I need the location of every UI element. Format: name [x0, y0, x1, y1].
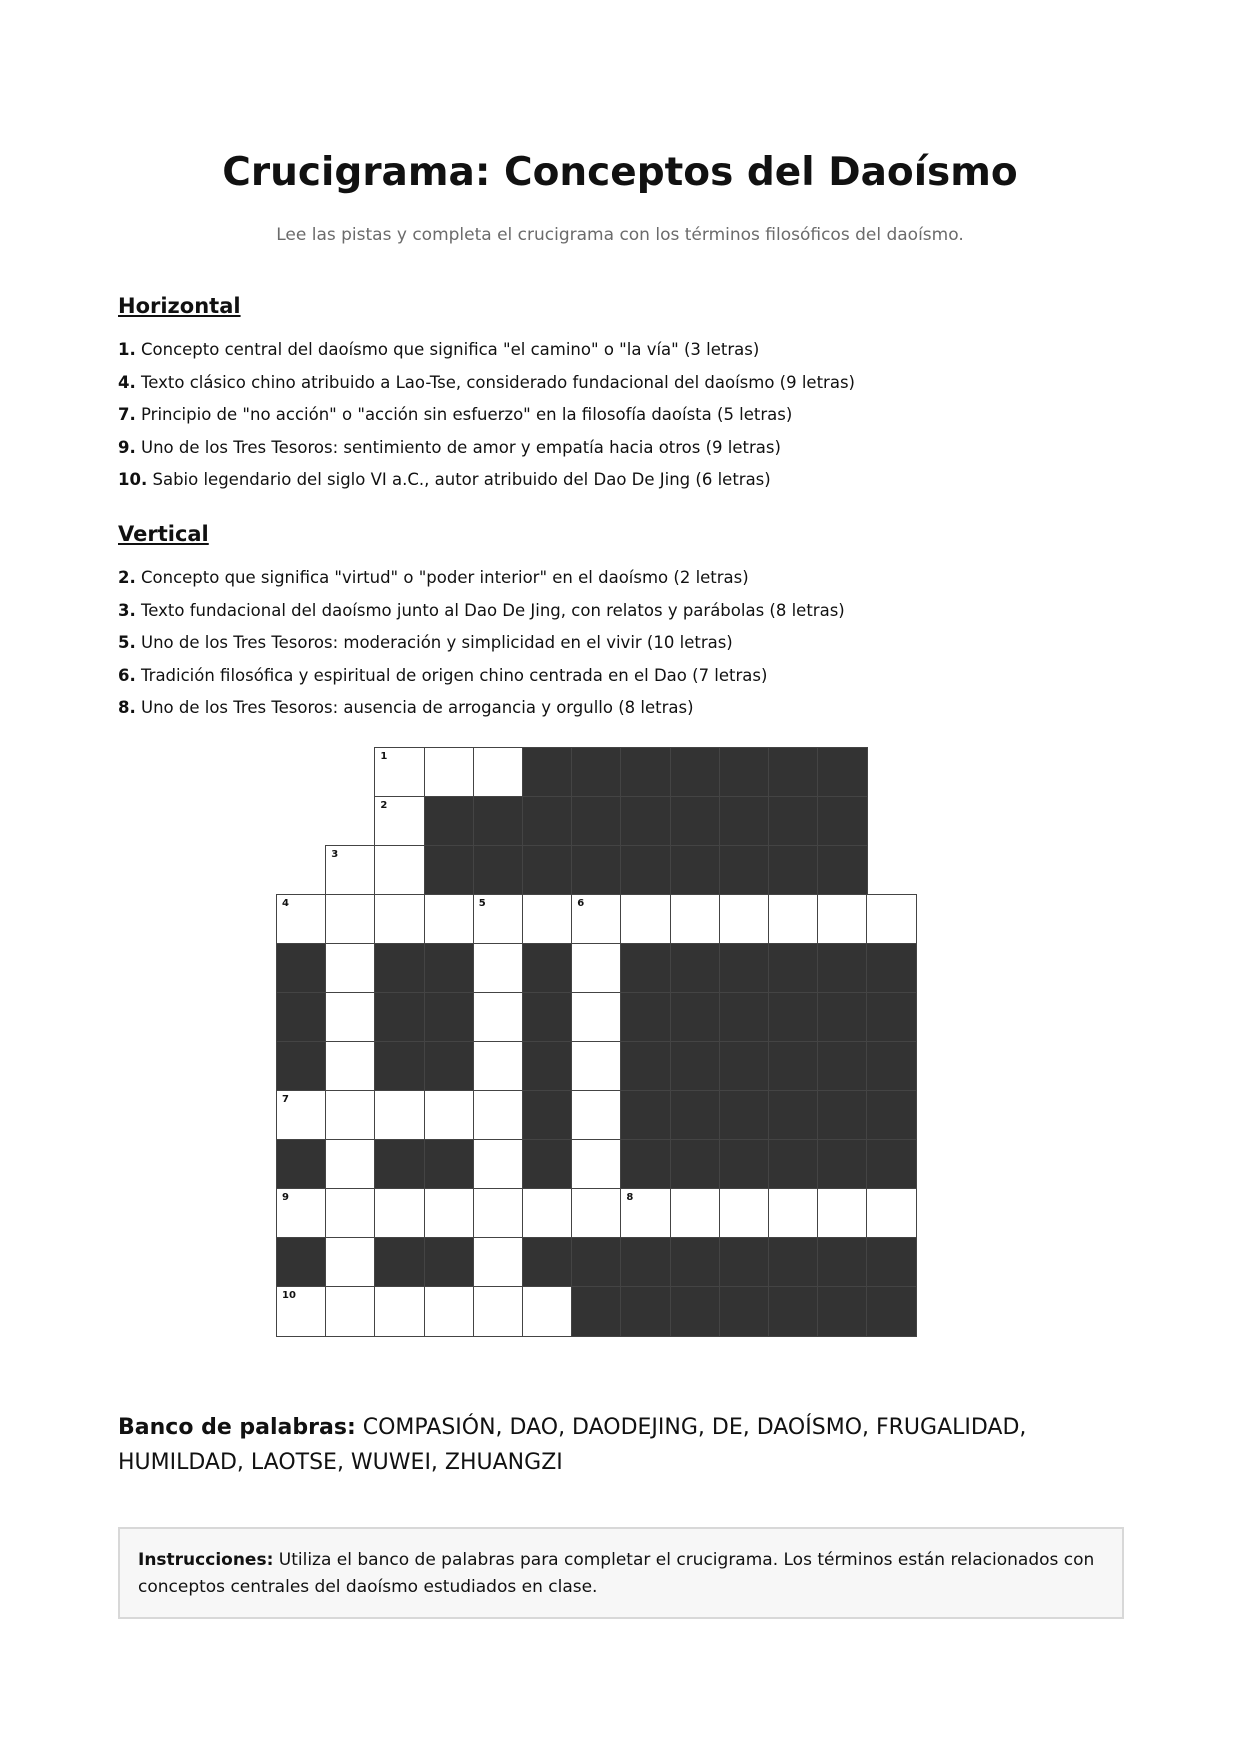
- page-subtitle: Lee las pistas y completa el crucigrama con los términos filosóficos del daoísmo.: [276, 225, 964, 245]
- grid-cell[interactable]: [571, 992, 622, 1043]
- cell-number: 6: [577, 898, 585, 909]
- grid-cell[interactable]: [325, 992, 376, 1043]
- grid-cell[interactable]: [374, 1090, 425, 1141]
- grid-cell-blocked: [620, 1237, 671, 1288]
- grid-cell[interactable]: [670, 894, 721, 945]
- grid-cell[interactable]: [374, 894, 425, 945]
- grid-cell-blocked: [424, 943, 475, 994]
- clue-number: 6.: [118, 665, 136, 685]
- grid-cell[interactable]: [571, 1041, 622, 1092]
- page-title: Crucigrama: Conceptos del Daoísmo: [222, 150, 1018, 195]
- grid-cell-blocked: [817, 747, 868, 798]
- grid-cell-blocked: [719, 943, 770, 994]
- grid-cell-blocked: [866, 1237, 917, 1288]
- grid-cell-blocked: [424, 992, 475, 1043]
- grid-cell[interactable]: [325, 1139, 376, 1190]
- grid-cell-blocked: [620, 1139, 671, 1190]
- clue-text: Texto fundacional del daoísmo junto al Dao De Jing, con relatos y parábolas (8 letras): [141, 600, 845, 620]
- cell-number: 1: [380, 751, 388, 762]
- grid-cell[interactable]: [325, 943, 376, 994]
- grid-cell-blocked: [571, 1286, 622, 1337]
- grid-cell-blocked: [719, 796, 770, 847]
- grid-cell-blocked: [620, 845, 671, 896]
- grid-cell-blocked: [522, 796, 573, 847]
- grid-cell[interactable]: [768, 1188, 819, 1239]
- grid-cell[interactable]: [374, 1188, 425, 1239]
- horizontal-heading: Horizontal: [118, 294, 241, 318]
- instructions-text: Utiliza el banco de palabras para completar el crucigrama. Los términos están relacionados con conceptos centrales del daoísmo estudiados en clase.: [138, 1550, 1095, 1597]
- cell-number: 8: [626, 1192, 634, 1203]
- grid-cell-blocked: [374, 992, 425, 1043]
- grid-cell[interactable]: [276, 1188, 327, 1239]
- grid-cell[interactable]: [325, 1237, 376, 1288]
- grid-cell[interactable]: [473, 1286, 524, 1337]
- grid-cell-blocked: [620, 796, 671, 847]
- grid-cell-blocked: [817, 796, 868, 847]
- clue-item: [118, 595, 845, 628]
- cell-number: 10: [282, 1290, 296, 1301]
- grid-cell-blocked: [719, 1139, 770, 1190]
- grid-cell[interactable]: [325, 1041, 376, 1092]
- grid-cell[interactable]: [473, 1237, 524, 1288]
- cell-number: 5: [478, 898, 486, 909]
- grid-cell[interactable]: [719, 1188, 770, 1239]
- grid-cell[interactable]: [719, 894, 770, 945]
- grid-cell-blocked: [670, 747, 721, 798]
- grid-cell-blocked: [522, 1139, 573, 1190]
- crossword-grid: [276, 747, 916, 1335]
- grid-cell-blocked: [670, 845, 721, 896]
- grid-cell[interactable]: [571, 894, 622, 945]
- grid-cell-blocked: [424, 1139, 475, 1190]
- grid-cell-blocked: [719, 845, 770, 896]
- grid-cell-blocked: [866, 1041, 917, 1092]
- grid-cell-blocked: [768, 796, 819, 847]
- grid-cell-blocked: [719, 1286, 770, 1337]
- grid-cell-blocked: [374, 1237, 425, 1288]
- grid-cell[interactable]: [817, 1188, 868, 1239]
- grid-cell-blocked: [719, 1090, 770, 1141]
- grid-cell[interactable]: [522, 894, 573, 945]
- grid-cell-blocked: [571, 845, 622, 896]
- clue-number: 9.: [118, 437, 136, 457]
- clue-number: 10.: [118, 470, 148, 489]
- grid-cell[interactable]: [325, 845, 376, 896]
- cell-number: 9: [282, 1192, 289, 1203]
- instructions-label: Instrucciones:: [138, 1550, 274, 1570]
- grid-cell-blocked: [817, 1237, 868, 1288]
- clue-text: Sabio legendario del siglo VI a.C., autor atribuido del Dao De Jing (6 letras): [152, 470, 771, 489]
- grid-cell-blocked: [276, 943, 327, 994]
- grid-cell-blocked: [817, 943, 868, 994]
- grid-cell[interactable]: [276, 894, 327, 945]
- grid-cell-blocked: [866, 1286, 917, 1337]
- clue-text: Uno de los Tres Tesoros: sentimiento de amor y empatía hacia otros (9 letras): [141, 437, 781, 457]
- clue-number: 7.: [118, 405, 136, 424]
- grid-cell[interactable]: [571, 1188, 622, 1239]
- grid-cell-blocked: [817, 1139, 868, 1190]
- grid-cell[interactable]: [571, 1139, 622, 1190]
- grid-cell-blocked: [620, 1041, 671, 1092]
- grid-cell-blocked: [670, 1139, 721, 1190]
- grid-cell-blocked: [768, 1139, 819, 1190]
- grid-cell-blocked: [768, 1041, 819, 1092]
- grid-cell-blocked: [522, 1237, 573, 1288]
- grid-cell-blocked: [670, 1237, 721, 1288]
- grid-cell-blocked: [374, 1139, 425, 1190]
- grid-cell-blocked: [276, 1237, 327, 1288]
- cell-number: 2: [380, 800, 388, 811]
- grid-cell-blocked: [620, 1286, 671, 1337]
- grid-cell-blocked: [719, 1237, 770, 1288]
- grid-cell[interactable]: [866, 1188, 917, 1239]
- grid-cell-blocked: [768, 845, 819, 896]
- cell-number: 3: [331, 849, 339, 860]
- grid-cell-blocked: [276, 992, 327, 1043]
- clue-text: Uno de los Tres Tesoros: ausencia de arrogancia y orgullo (8 letras): [141, 698, 694, 717]
- grid-cell-blocked: [374, 1041, 425, 1092]
- grid-cell-blocked: [620, 992, 671, 1043]
- grid-cell-blocked: [670, 796, 721, 847]
- grid-cell-blocked: [424, 1041, 475, 1092]
- grid-cell-blocked: [817, 992, 868, 1043]
- grid-cell[interactable]: [571, 1090, 622, 1141]
- clue-item: [118, 692, 845, 725]
- grid-cell[interactable]: [473, 894, 524, 945]
- vertical-clue-list: [118, 562, 845, 725]
- grid-cell-blocked: [670, 992, 721, 1043]
- grid-cell[interactable]: [424, 747, 475, 798]
- word-bank: [118, 1410, 1128, 1480]
- clue-number: 5.: [118, 633, 136, 652]
- grid-cell[interactable]: [276, 1090, 327, 1141]
- clue-item: [118, 464, 855, 497]
- clue-text: Concepto que significa "virtud" o "poder interior" en el daoísmo (2 letras): [141, 568, 749, 587]
- grid-cell[interactable]: [473, 1139, 524, 1190]
- grid-cell-blocked: [571, 1237, 622, 1288]
- grid-cell-blocked: [522, 747, 573, 798]
- grid-cell[interactable]: [522, 1188, 573, 1239]
- grid-cell-blocked: [768, 1090, 819, 1141]
- grid-cell-blocked: [719, 992, 770, 1043]
- grid-cell-blocked: [719, 747, 770, 798]
- clue-number: 3.: [118, 600, 136, 620]
- grid-cell-blocked: [424, 796, 475, 847]
- grid-cell[interactable]: [473, 747, 524, 798]
- grid-cell-blocked: [276, 1139, 327, 1190]
- clue-text: Principio de "no acción" o "acción sin esfuerzo" en la filosofía daoísta (5 letras): [141, 405, 793, 424]
- grid-cell-blocked: [670, 1286, 721, 1337]
- grid-cell-blocked: [424, 1237, 475, 1288]
- horizontal-clue-list: [118, 334, 855, 497]
- grid-cell-blocked: [768, 1237, 819, 1288]
- grid-cell-blocked: [719, 1041, 770, 1092]
- clue-number: 1.: [118, 340, 136, 359]
- grid-cell-blocked: [866, 1090, 917, 1141]
- grid-cell-blocked: [768, 943, 819, 994]
- grid-cell-blocked: [866, 992, 917, 1043]
- grid-cell[interactable]: [276, 1286, 327, 1337]
- grid-cell-blocked: [866, 1139, 917, 1190]
- cell-number: 4: [282, 898, 289, 909]
- instructions-box: [118, 1527, 1124, 1619]
- grid-cell[interactable]: [424, 1090, 475, 1141]
- clue-number: 2.: [118, 568, 136, 587]
- grid-cell[interactable]: [424, 894, 475, 945]
- grid-cell-blocked: [817, 1041, 868, 1092]
- grid-cell-blocked: [424, 845, 475, 896]
- grid-cell-blocked: [670, 1090, 721, 1141]
- grid-cell[interactable]: [866, 894, 917, 945]
- grid-cell-blocked: [866, 943, 917, 994]
- clue-item: [118, 562, 845, 595]
- grid-cell[interactable]: [473, 943, 524, 994]
- grid-cell-blocked: [522, 1090, 573, 1141]
- grid-cell-blocked: [620, 747, 671, 798]
- grid-cell-blocked: [817, 1286, 868, 1337]
- grid-cell[interactable]: [325, 894, 376, 945]
- grid-cell[interactable]: [325, 1090, 376, 1141]
- grid-cell-blocked: [620, 1090, 671, 1141]
- grid-cell-blocked: [620, 943, 671, 994]
- grid-cell-blocked: [374, 943, 425, 994]
- grid-cell-blocked: [522, 845, 573, 896]
- clue-item: [118, 367, 855, 400]
- grid-cell-blocked: [473, 845, 524, 896]
- grid-cell[interactable]: [424, 1286, 475, 1337]
- clue-text: Concepto central del daoísmo que significa "el camino" o "la vía" (3 letras): [141, 340, 760, 359]
- clue-number: 4.: [118, 372, 136, 392]
- grid-cell[interactable]: [374, 845, 425, 896]
- grid-cell-blocked: [768, 992, 819, 1043]
- clue-item: [118, 399, 855, 432]
- cell-number: 7: [282, 1094, 289, 1105]
- grid-cell[interactable]: [620, 894, 671, 945]
- grid-cell-blocked: [817, 845, 868, 896]
- clue-item: [118, 432, 855, 465]
- grid-cell[interactable]: [374, 796, 425, 847]
- grid-cell-blocked: [817, 1090, 868, 1141]
- grid-cell-blocked: [522, 943, 573, 994]
- grid-cell[interactable]: [620, 1188, 671, 1239]
- grid-cell-blocked: [670, 1041, 721, 1092]
- grid-cell[interactable]: [325, 1188, 376, 1239]
- grid-cell-blocked: [522, 992, 573, 1043]
- grid-cell[interactable]: [670, 1188, 721, 1239]
- clue-item: [118, 334, 855, 367]
- grid-cell[interactable]: [473, 992, 524, 1043]
- vertical-heading: Vertical: [118, 522, 209, 546]
- grid-cell[interactable]: [768, 894, 819, 945]
- clue-text: Texto clásico chino atribuido a Lao-Tse, considerado fundacional del daoísmo (9 letras): [141, 372, 855, 392]
- grid-cell[interactable]: [374, 1286, 425, 1337]
- grid-cell-blocked: [522, 1041, 573, 1092]
- clue-text: Uno de los Tres Tesoros: moderación y simplicidad en el vivir (10 letras): [141, 633, 733, 652]
- grid-cell[interactable]: [473, 1090, 524, 1141]
- clue-text: Tradición filosófica y espiritual de origen chino centrada en el Dao (7 letras): [141, 665, 768, 685]
- grid-cell-blocked: [670, 943, 721, 994]
- grid-cell-blocked: [571, 747, 622, 798]
- clue-item: [118, 660, 845, 693]
- grid-cell-blocked: [473, 796, 524, 847]
- grid-cell[interactable]: [817, 894, 868, 945]
- grid-cell-blocked: [571, 796, 622, 847]
- grid-cell[interactable]: [522, 1286, 573, 1337]
- grid-cell[interactable]: [325, 1286, 376, 1337]
- grid-cell[interactable]: [424, 1188, 475, 1239]
- word-bank-words: COMPASIÓN, DAO, DAODEJING, DE, DAOÍSMO, FRUGALIDAD, HUMILDAD, LAOTSE, WUWEI, ZHUANGZI: [118, 1415, 1027, 1475]
- grid-cell-blocked: [768, 747, 819, 798]
- clue-number: 8.: [118, 698, 136, 717]
- grid-cell[interactable]: [473, 1188, 524, 1239]
- clue-item: [118, 627, 845, 660]
- grid-cell[interactable]: [374, 747, 425, 798]
- grid-cell[interactable]: [473, 1041, 524, 1092]
- grid-cell-blocked: [768, 1286, 819, 1337]
- word-bank-label: Banco de palabras:: [118, 1415, 356, 1440]
- grid-cell[interactable]: [571, 943, 622, 994]
- grid-cell-blocked: [276, 1041, 327, 1092]
